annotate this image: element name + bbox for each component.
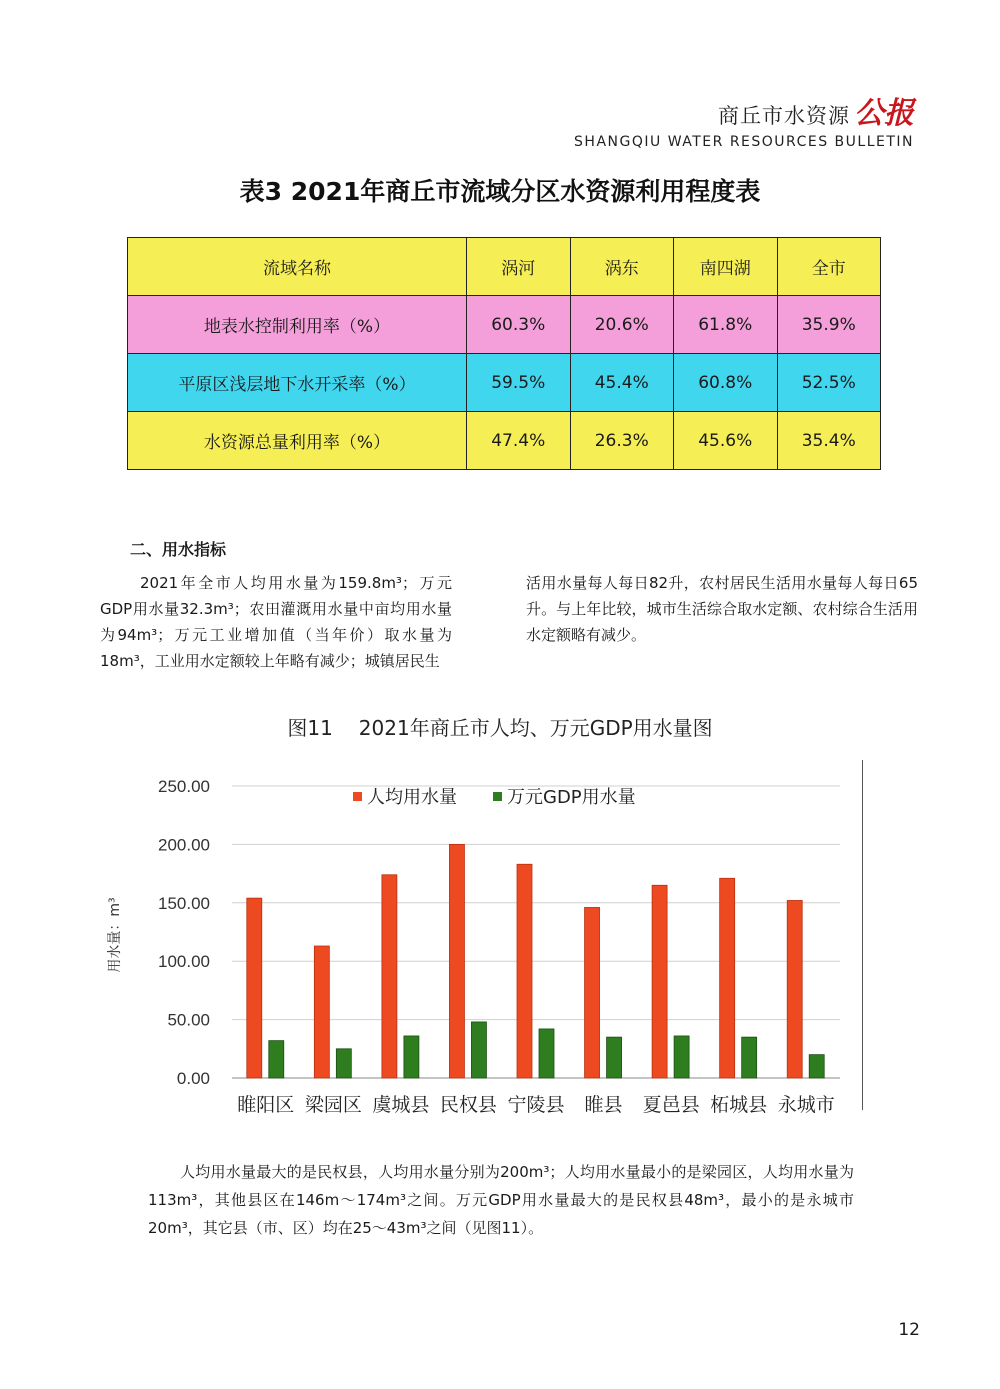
body-text-left: 2021年全市人均用水量为159.8m³；万元GDP用水量32.3m³；农田灌溉用水量中亩均用水量为94m³；万元工业增加值（当年价）取水量为18m³，工业用水定额较上年略有减少；城镇居民生 bbox=[100, 574, 452, 670]
bar-per-gdp bbox=[471, 1022, 486, 1078]
x-category-label: 宁陵县 bbox=[507, 1094, 565, 1116]
row-label: 平原区浅层地下水开采率（%） bbox=[128, 354, 467, 412]
table-header-row bbox=[128, 238, 881, 296]
table-cell: 47.4% bbox=[467, 412, 571, 470]
legend-label: 人均用水量 bbox=[367, 787, 457, 808]
header-cell: 流域名称 bbox=[128, 238, 467, 296]
bar-per-gdp bbox=[539, 1029, 554, 1078]
section-heading: 二、用水指标 bbox=[130, 540, 227, 559]
water-use-bar-chart bbox=[95, 760, 855, 1130]
row-label: 地表水控制利用率（%） bbox=[128, 296, 467, 354]
bar-per-gdp bbox=[674, 1036, 689, 1078]
body-text-right: 活用水量每人每日82升，农村居民生活用水量每人每日65升。与上年比较，城市生活综合取水定额、农村综合生活用水定额略有减少。 bbox=[526, 574, 918, 644]
table-cell: 61.8% bbox=[674, 296, 778, 354]
publisher-english-name: SHANGQIU WATER RESOURCES BULLETIN bbox=[574, 134, 914, 150]
bar-per-gdp bbox=[336, 1049, 351, 1078]
bulletin-header bbox=[574, 88, 914, 150]
bulletin-logo: 公报 bbox=[854, 96, 914, 131]
table-cell: 45.4% bbox=[570, 354, 674, 412]
x-category-label: 睢县 bbox=[584, 1094, 623, 1116]
chart-border-line bbox=[862, 760, 863, 1110]
bar-per-capita bbox=[652, 885, 667, 1078]
bar-per-capita bbox=[517, 864, 532, 1078]
bar-per-gdp bbox=[404, 1036, 419, 1078]
table-cell: 35.9% bbox=[777, 296, 881, 354]
bar-per-capita bbox=[314, 946, 329, 1078]
legend-swatch bbox=[493, 792, 502, 801]
table-cell: 45.6% bbox=[674, 412, 778, 470]
y-tick-label: 100.00 bbox=[158, 952, 210, 972]
header-cell: 涡河 bbox=[467, 238, 571, 296]
table-cell: 26.3% bbox=[570, 412, 674, 470]
table-cell: 59.5% bbox=[467, 354, 571, 412]
table-cell: 20.6% bbox=[570, 296, 674, 354]
x-category-label: 民权县 bbox=[439, 1094, 497, 1116]
figure-title bbox=[0, 712, 1000, 741]
table-row bbox=[128, 412, 881, 470]
publisher-name: 商丘市水资源 bbox=[718, 104, 850, 128]
table-cell: 52.5% bbox=[777, 354, 881, 412]
y-tick-label: 0.00 bbox=[176, 1069, 210, 1088]
row-label: 水资源总量利用率（%） bbox=[128, 412, 467, 470]
bar-per-capita bbox=[720, 878, 735, 1078]
bar-per-capita bbox=[449, 844, 464, 1078]
x-category-label: 虞城县 bbox=[372, 1094, 430, 1116]
x-category-label: 睢阳区 bbox=[237, 1094, 295, 1116]
x-category-label: 永城市 bbox=[777, 1094, 835, 1116]
table-cell: 60.8% bbox=[674, 354, 778, 412]
utilization-table bbox=[127, 237, 881, 470]
table-title: 表3 2021年商丘市流域分区水资源利用程度表 bbox=[239, 177, 761, 206]
legend-label: 万元GDP用水量 bbox=[507, 787, 636, 808]
bar-per-capita bbox=[787, 900, 802, 1078]
bar-per-capita bbox=[382, 875, 397, 1078]
table-cell: 60.3% bbox=[467, 296, 571, 354]
legend-swatch bbox=[353, 792, 362, 801]
figure-caption: 2021年商丘市人均、万元GDP用水量图 bbox=[358, 716, 713, 740]
table-row bbox=[128, 296, 881, 354]
y-tick-label: 50.00 bbox=[167, 1010, 210, 1030]
table-cell: 35.4% bbox=[777, 412, 881, 470]
y-tick-label: 150.00 bbox=[158, 893, 210, 913]
bar-per-gdp bbox=[269, 1041, 284, 1078]
table-row bbox=[128, 354, 881, 412]
x-category-label: 柘城县 bbox=[710, 1094, 768, 1116]
bar-per-gdp bbox=[809, 1055, 824, 1078]
x-category-label: 夏邑县 bbox=[642, 1094, 700, 1116]
page-number: 12 bbox=[898, 1320, 920, 1340]
header-cell: 涡东 bbox=[570, 238, 674, 296]
header-cell: 全市 bbox=[777, 238, 881, 296]
x-category-label: 梁园区 bbox=[304, 1094, 362, 1116]
bar-per-gdp bbox=[607, 1037, 622, 1078]
bar-per-gdp bbox=[742, 1037, 757, 1078]
y-tick-label: 200.00 bbox=[158, 835, 210, 855]
figure-number: 图11 bbox=[287, 716, 333, 740]
y-tick-label: 250.00 bbox=[158, 777, 210, 796]
bar-per-capita bbox=[585, 907, 600, 1078]
header-cell: 南四湖 bbox=[674, 238, 778, 296]
chart-description: 人均用水量最大的是民权县，人均用水量分别为200m³；人均用水量最小的是梁园区，人均用水量为113m³，其他县区在146m～174m³之间。万元GDP用水量最大的是民权县48m³，最小的是永城市20m³，其它县（市、区）均在25～43m³之间（见图11）。 bbox=[148, 1163, 854, 1237]
y-axis-label: 用水量：m³ bbox=[107, 897, 123, 973]
bar-per-capita bbox=[247, 898, 262, 1078]
